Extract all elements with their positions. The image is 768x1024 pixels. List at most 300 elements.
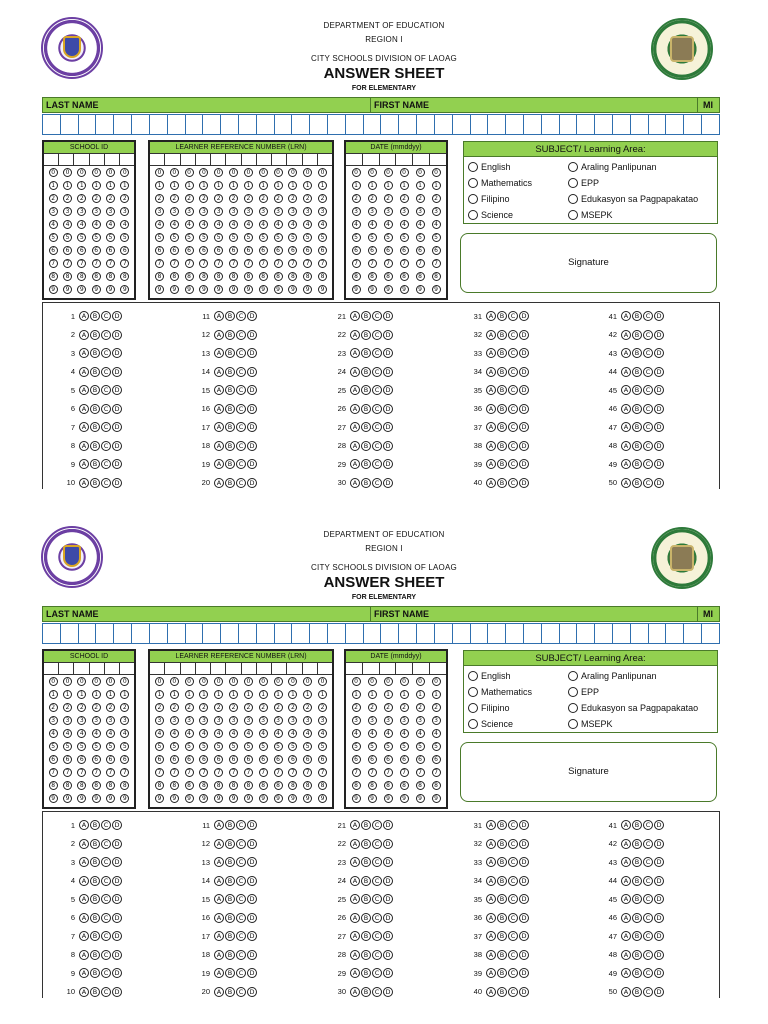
date-digit-bubble[interactable]: 1: [416, 181, 425, 190]
lrn-digit-cell[interactable]: [257, 154, 272, 165]
date-digit-bubble[interactable]: 5: [400, 742, 409, 751]
lrn-digit-bubble[interactable]: 0: [199, 168, 208, 177]
answer-bubble[interactable]: C: [236, 839, 246, 849]
name-letter-cell[interactable]: [203, 624, 221, 643]
lrn-digit-bubble[interactable]: 5: [185, 233, 194, 242]
answer-bubble[interactable]: D: [383, 459, 393, 469]
school_id-digit-bubble[interactable]: 0: [92, 168, 101, 177]
subject-option[interactable]: [468, 669, 568, 682]
name-letter-cell[interactable]: [453, 115, 471, 134]
answer-bubble[interactable]: B: [497, 459, 507, 469]
lrn-digit-bubble[interactable]: 7: [155, 768, 164, 777]
name-letter-cell[interactable]: [150, 115, 168, 134]
answer-bubble[interactable]: D: [247, 913, 257, 923]
date-digit-bubble[interactable]: 6: [368, 246, 377, 255]
name-letter-cell[interactable]: [132, 115, 150, 134]
answer-bubble[interactable]: A: [486, 839, 496, 849]
answer-bubble[interactable]: A: [350, 367, 360, 377]
lrn-digit-bubble[interactable]: 0: [229, 168, 238, 177]
answer-bubble[interactable]: C: [101, 987, 111, 997]
date-digit-bubble[interactable]: 3: [368, 207, 377, 216]
lrn-digit-bubble[interactable]: 8: [185, 272, 194, 281]
name-letter-cell[interactable]: [310, 115, 328, 134]
answer-bubble[interactable]: B: [361, 422, 371, 432]
answer-bubble[interactable]: A: [350, 385, 360, 395]
radio-circle-icon[interactable]: [568, 719, 578, 729]
lrn-digit-bubble[interactable]: 1: [303, 181, 312, 190]
subject-option[interactable]: [468, 160, 568, 173]
answer-bubble[interactable]: A: [79, 931, 89, 941]
lrn-digit-cell[interactable]: [303, 154, 318, 165]
name-letter-cell[interactable]: [346, 115, 364, 134]
answer-bubble[interactable]: D: [112, 478, 122, 488]
lrn-digit-bubble[interactable]: 8: [155, 272, 164, 281]
lrn-digit-bubble[interactable]: 3: [274, 207, 283, 216]
name-letter-cell[interactable]: [43, 624, 61, 643]
answer-bubble[interactable]: C: [508, 876, 518, 886]
answer-bubble[interactable]: B: [632, 478, 642, 488]
answer-bubble[interactable]: A: [214, 913, 224, 923]
answer-bubble[interactable]: B: [90, 348, 100, 358]
school_id-digit-bubble[interactable]: 6: [49, 246, 58, 255]
answer-bubble[interactable]: B: [632, 894, 642, 904]
answer-bubble[interactable]: D: [112, 987, 122, 997]
name-letter-cell[interactable]: [186, 624, 204, 643]
date-digit-bubble[interactable]: 8: [384, 272, 393, 281]
date-digit-bubble[interactable]: 2: [432, 194, 441, 203]
answer-bubble[interactable]: C: [236, 876, 246, 886]
answer-bubble[interactable]: A: [621, 422, 631, 432]
answer-bubble[interactable]: B: [632, 968, 642, 978]
date-digit-bubble[interactable]: 2: [416, 703, 425, 712]
lrn-digit-cell[interactable]: [226, 154, 241, 165]
name-letter-cell[interactable]: [328, 624, 346, 643]
answer-bubble[interactable]: D: [247, 404, 257, 414]
lrn-digit-bubble[interactable]: 9: [214, 794, 223, 803]
lrn-digit-bubble[interactable]: 5: [229, 233, 238, 242]
lrn-digit-cell[interactable]: [211, 663, 226, 674]
lrn-digit-bubble[interactable]: 3: [274, 716, 283, 725]
lrn-digit-bubble[interactable]: 0: [155, 168, 164, 177]
answer-bubble[interactable]: D: [654, 968, 664, 978]
date-digit-bubble[interactable]: 0: [416, 677, 425, 686]
answer-bubble[interactable]: C: [372, 459, 382, 469]
school_id-digit-bubble[interactable]: 7: [92, 768, 101, 777]
answer-bubble[interactable]: C: [508, 441, 518, 451]
answer-bubble[interactable]: D: [112, 839, 122, 849]
date-digit-bubble[interactable]: 5: [368, 742, 377, 751]
date-digit-bubble[interactable]: 1: [432, 690, 441, 699]
answer-bubble[interactable]: C: [643, 404, 653, 414]
answer-bubble[interactable]: C: [236, 987, 246, 997]
date-digit-bubble[interactable]: 9: [400, 285, 409, 294]
lrn-digit-bubble[interactable]: 3: [288, 207, 297, 216]
date-digit-bubble[interactable]: 2: [400, 703, 409, 712]
date-digit-bubble[interactable]: 3: [384, 207, 393, 216]
date-digit-cell[interactable]: [396, 154, 413, 165]
answer-bubble[interactable]: B: [632, 441, 642, 451]
answer-bubble[interactable]: A: [214, 330, 224, 340]
date-digit-bubble[interactable]: 6: [352, 246, 361, 255]
school_id-digit-bubble[interactable]: 9: [120, 285, 129, 294]
school_id-digit-bubble[interactable]: 7: [63, 259, 72, 268]
answer-bubble[interactable]: C: [508, 348, 518, 358]
lrn-digit-bubble[interactable]: 7: [244, 768, 253, 777]
lrn-digit-bubble[interactable]: 2: [199, 703, 208, 712]
answer-bubble[interactable]: B: [361, 857, 371, 867]
date-digit-bubble[interactable]: 6: [432, 246, 441, 255]
date-digit-bubble[interactable]: 4: [368, 729, 377, 738]
lrn-digit-bubble[interactable]: 5: [155, 742, 164, 751]
answer-bubble[interactable]: D: [519, 894, 529, 904]
answer-bubble[interactable]: D: [654, 820, 664, 830]
lrn-digit-bubble[interactable]: 1: [244, 690, 253, 699]
answer-bubble[interactable]: D: [247, 839, 257, 849]
answer-bubble[interactable]: A: [79, 459, 89, 469]
date-digit-bubble[interactable]: 0: [368, 168, 377, 177]
date-digit-bubble[interactable]: 2: [352, 703, 361, 712]
school_id-digit-bubble[interactable]: 5: [92, 742, 101, 751]
name-letter-cell[interactable]: [186, 115, 204, 134]
answer-bubble[interactable]: D: [112, 330, 122, 340]
lrn-digit-cell[interactable]: [150, 154, 165, 165]
date-digit-bubble[interactable]: 2: [352, 194, 361, 203]
answer-bubble[interactable]: D: [383, 330, 393, 340]
answer-bubble[interactable]: A: [79, 348, 89, 358]
answer-bubble[interactable]: A: [214, 385, 224, 395]
name-letter-cell[interactable]: [488, 624, 506, 643]
school_id-digit-bubble[interactable]: 6: [92, 755, 101, 764]
lrn-digit-bubble[interactable]: 5: [274, 233, 283, 242]
school_id-digit-bubble[interactable]: 0: [106, 168, 115, 177]
date-digit-bubble[interactable]: 8: [352, 781, 361, 790]
answer-bubble[interactable]: B: [90, 422, 100, 432]
date-digit-bubble[interactable]: 6: [384, 246, 393, 255]
school_id-digit-bubble[interactable]: 7: [92, 259, 101, 268]
lrn-digit-bubble[interactable]: 1: [259, 181, 268, 190]
school_id-digit-bubble[interactable]: 8: [92, 272, 101, 281]
answer-bubble[interactable]: A: [214, 987, 224, 997]
date-digit-bubble[interactable]: 7: [432, 768, 441, 777]
answer-bubble[interactable]: C: [643, 441, 653, 451]
school_id-digit-bubble[interactable]: 0: [49, 168, 58, 177]
school_id-digit-bubble[interactable]: 3: [49, 207, 58, 216]
answer-bubble[interactable]: C: [372, 931, 382, 941]
answer-bubble[interactable]: B: [361, 950, 371, 960]
answer-bubble[interactable]: B: [361, 311, 371, 321]
answer-bubble[interactable]: C: [508, 385, 518, 395]
school_id-digit-bubble[interactable]: 5: [77, 742, 86, 751]
lrn-digit-bubble[interactable]: 9: [259, 285, 268, 294]
answer-bubble[interactable]: B: [225, 330, 235, 340]
lrn-digit-bubble[interactable]: 4: [229, 729, 238, 738]
answer-bubble[interactable]: B: [225, 478, 235, 488]
lrn-digit-bubble[interactable]: 3: [303, 207, 312, 216]
lrn-digit-bubble[interactable]: 0: [318, 168, 327, 177]
answer-bubble[interactable]: A: [486, 348, 496, 358]
answer-bubble[interactable]: C: [372, 478, 382, 488]
answer-bubble[interactable]: D: [519, 876, 529, 886]
answer-bubble[interactable]: B: [225, 894, 235, 904]
lrn-digit-bubble[interactable]: 6: [244, 755, 253, 764]
lrn-digit-bubble[interactable]: 5: [259, 742, 268, 751]
date-digit-bubble[interactable]: 8: [352, 272, 361, 281]
lrn-digit-bubble[interactable]: 9: [303, 794, 312, 803]
school_id-digit-bubble[interactable]: 2: [77, 703, 86, 712]
answer-bubble[interactable]: D: [654, 950, 664, 960]
answer-bubble[interactable]: D: [519, 441, 529, 451]
lrn-digit-bubble[interactable]: 1: [170, 690, 179, 699]
name-letter-cell[interactable]: [114, 624, 132, 643]
lrn-digit-cell[interactable]: [196, 154, 211, 165]
lrn-digit-bubble[interactable]: 9: [274, 794, 283, 803]
answer-bubble[interactable]: D: [383, 968, 393, 978]
answer-bubble[interactable]: C: [236, 894, 246, 904]
answer-bubble[interactable]: A: [621, 348, 631, 358]
answer-bubble[interactable]: B: [632, 311, 642, 321]
lrn-digit-bubble[interactable]: 6: [185, 246, 194, 255]
lrn-digit-bubble[interactable]: 9: [229, 285, 238, 294]
answer-bubble[interactable]: C: [101, 931, 111, 941]
lrn-digit-bubble[interactable]: 0: [214, 168, 223, 177]
answer-bubble[interactable]: A: [486, 913, 496, 923]
lrn-digit-bubble[interactable]: 2: [274, 194, 283, 203]
lrn-digit-bubble[interactable]: 6: [185, 755, 194, 764]
date-digit-bubble[interactable]: 4: [400, 220, 409, 229]
subject-option[interactable]: [468, 208, 568, 221]
lrn-digit-bubble[interactable]: 6: [214, 246, 223, 255]
date-digit-bubble[interactable]: 1: [400, 181, 409, 190]
date-digit-bubble[interactable]: 2: [368, 703, 377, 712]
answer-bubble[interactable]: D: [383, 820, 393, 830]
answer-bubble[interactable]: A: [79, 839, 89, 849]
school_id-digit-bubble[interactable]: 0: [106, 677, 115, 686]
lrn-digit-cell[interactable]: [150, 663, 165, 674]
lrn-digit-cell[interactable]: [318, 663, 332, 674]
radio-circle-icon[interactable]: [568, 162, 578, 172]
answer-bubble[interactable]: A: [621, 367, 631, 377]
answer-bubble[interactable]: A: [621, 913, 631, 923]
date-digit-bubble[interactable]: 5: [416, 233, 425, 242]
answer-bubble[interactable]: A: [621, 894, 631, 904]
date-digit-bubble[interactable]: 0: [400, 677, 409, 686]
answer-bubble[interactable]: D: [112, 931, 122, 941]
answer-bubble[interactable]: D: [383, 422, 393, 432]
answer-bubble[interactable]: B: [90, 968, 100, 978]
answer-bubble[interactable]: B: [632, 839, 642, 849]
school_id-digit-bubble[interactable]: 8: [120, 272, 129, 281]
answer-bubble[interactable]: C: [236, 950, 246, 960]
lrn-digit-bubble[interactable]: 9: [214, 285, 223, 294]
date-digit-cell[interactable]: [413, 154, 430, 165]
lrn-digit-bubble[interactable]: 9: [244, 285, 253, 294]
lrn-digit-bubble[interactable]: 1: [185, 690, 194, 699]
school_id-digit-bubble[interactable]: 6: [77, 246, 86, 255]
answer-bubble[interactable]: C: [101, 367, 111, 377]
lrn-digit-cell[interactable]: [181, 154, 196, 165]
answer-bubble[interactable]: D: [654, 367, 664, 377]
name-letter-cell[interactable]: [453, 624, 471, 643]
answer-bubble[interactable]: C: [236, 330, 246, 340]
answer-bubble[interactable]: B: [497, 404, 507, 414]
date-digit-bubble[interactable]: 6: [368, 755, 377, 764]
lrn-digit-bubble[interactable]: 7: [288, 768, 297, 777]
lrn-digit-bubble[interactable]: 6: [259, 246, 268, 255]
lrn-digit-bubble[interactable]: 1: [318, 181, 327, 190]
answer-bubble[interactable]: A: [486, 968, 496, 978]
answer-bubble[interactable]: B: [90, 931, 100, 941]
answer-bubble[interactable]: D: [519, 950, 529, 960]
lrn-digit-bubble[interactable]: 5: [214, 233, 223, 242]
name-letter-cell[interactable]: [257, 115, 275, 134]
school_id-digit-bubble[interactable]: 6: [106, 755, 115, 764]
lrn-digit-bubble[interactable]: 6: [303, 246, 312, 255]
answer-bubble[interactable]: A: [214, 348, 224, 358]
lrn-digit-bubble[interactable]: 8: [288, 272, 297, 281]
answer-bubble[interactable]: D: [383, 367, 393, 377]
lrn-digit-bubble[interactable]: 0: [318, 677, 327, 686]
name-letter-cell[interactable]: [506, 115, 524, 134]
lrn-digit-bubble[interactable]: 1: [318, 690, 327, 699]
answer-bubble[interactable]: C: [643, 857, 653, 867]
answer-bubble[interactable]: B: [361, 404, 371, 414]
lrn-digit-bubble[interactable]: 3: [185, 716, 194, 725]
lrn-digit-bubble[interactable]: 3: [244, 716, 253, 725]
lrn-digit-bubble[interactable]: 1: [259, 690, 268, 699]
answer-bubble[interactable]: D: [654, 422, 664, 432]
school_id-digit-bubble[interactable]: 3: [49, 716, 58, 725]
lrn-digit-bubble[interactable]: 0: [155, 677, 164, 686]
answer-bubble[interactable]: B: [361, 839, 371, 849]
school_id-digit-bubble[interactable]: 5: [49, 233, 58, 242]
date-digit-bubble[interactable]: 5: [384, 233, 393, 242]
date-digit-bubble[interactable]: 1: [384, 690, 393, 699]
answer-bubble[interactable]: D: [247, 894, 257, 904]
answer-bubble[interactable]: B: [361, 459, 371, 469]
school_id-digit-cell[interactable]: [90, 663, 105, 674]
lrn-digit-bubble[interactable]: 0: [259, 168, 268, 177]
lrn-digit-bubble[interactable]: 7: [214, 259, 223, 268]
answer-bubble[interactable]: D: [383, 839, 393, 849]
lrn-digit-bubble[interactable]: 1: [199, 181, 208, 190]
lrn-digit-bubble[interactable]: 5: [288, 742, 297, 751]
school_id-digit-cell[interactable]: [59, 154, 74, 165]
date-digit-bubble[interactable]: 9: [352, 285, 361, 294]
answer-bubble[interactable]: D: [654, 987, 664, 997]
date-grid[interactable]: [344, 649, 448, 809]
answer-bubble[interactable]: C: [101, 857, 111, 867]
date-digit-bubble[interactable]: 0: [416, 168, 425, 177]
lrn-digit-bubble[interactable]: 8: [288, 781, 297, 790]
answer-bubble[interactable]: C: [372, 968, 382, 978]
school_id-digit-bubble[interactable]: 4: [106, 729, 115, 738]
lrn-digit-bubble[interactable]: 0: [244, 677, 253, 686]
school_id-digit-bubble[interactable]: 6: [120, 246, 129, 255]
lrn-digit-bubble[interactable]: 7: [199, 259, 208, 268]
answer-bubble[interactable]: D: [247, 330, 257, 340]
subject-option[interactable]: [568, 701, 718, 714]
date-digit-bubble[interactable]: 6: [400, 246, 409, 255]
answer-bubble[interactable]: B: [90, 876, 100, 886]
name-letter-cell[interactable]: [595, 115, 613, 134]
school_id-digit-bubble[interactable]: 7: [77, 768, 86, 777]
lrn-digit-bubble[interactable]: 9: [170, 285, 179, 294]
answer-bubble[interactable]: D: [519, 857, 529, 867]
lrn-digit-bubble[interactable]: 6: [170, 755, 179, 764]
date-digit-bubble[interactable]: 2: [384, 703, 393, 712]
answer-bubble[interactable]: D: [112, 367, 122, 377]
lrn-digit-bubble[interactable]: 6: [214, 755, 223, 764]
answer-bubble[interactable]: D: [519, 311, 529, 321]
lrn-digit-bubble[interactable]: 9: [318, 794, 327, 803]
answer-bubble[interactable]: C: [236, 857, 246, 867]
answer-bubble[interactable]: C: [372, 422, 382, 432]
school_id-digit-bubble[interactable]: 5: [77, 233, 86, 242]
answer-bubble[interactable]: D: [247, 968, 257, 978]
answer-bubble[interactable]: C: [372, 441, 382, 451]
name-letter-cell[interactable]: [168, 115, 186, 134]
lrn-digit-bubble[interactable]: 4: [288, 729, 297, 738]
answer-bubble[interactable]: A: [79, 441, 89, 451]
school_id-digit-bubble[interactable]: 7: [120, 768, 129, 777]
answer-bubble[interactable]: B: [497, 820, 507, 830]
date-digit-bubble[interactable]: 9: [384, 794, 393, 803]
lrn-digit-bubble[interactable]: 3: [170, 207, 179, 216]
answer-bubble[interactable]: C: [643, 348, 653, 358]
answer-bubble[interactable]: A: [350, 422, 360, 432]
answer-bubble[interactable]: A: [79, 385, 89, 395]
answer-bubble[interactable]: A: [79, 876, 89, 886]
answer-bubble[interactable]: C: [372, 950, 382, 960]
lrn-digit-bubble[interactable]: 5: [170, 742, 179, 751]
answer-bubble[interactable]: B: [90, 839, 100, 849]
answer-bubble[interactable]: B: [361, 385, 371, 395]
answer-bubble[interactable]: C: [372, 857, 382, 867]
answer-bubble[interactable]: D: [519, 931, 529, 941]
lrn-digit-bubble[interactable]: 7: [259, 768, 268, 777]
answer-bubble[interactable]: B: [361, 987, 371, 997]
lrn-digit-bubble[interactable]: 5: [199, 233, 208, 242]
lrn-digit-bubble[interactable]: 1: [288, 181, 297, 190]
lrn-digit-bubble[interactable]: 4: [214, 729, 223, 738]
lrn-digit-bubble[interactable]: 9: [318, 285, 327, 294]
lrn-digit-bubble[interactable]: 6: [199, 246, 208, 255]
school_id-digit-bubble[interactable]: 4: [92, 220, 101, 229]
answer-bubble[interactable]: C: [101, 422, 111, 432]
answer-bubble[interactable]: A: [79, 894, 89, 904]
answer-bubble[interactable]: D: [654, 404, 664, 414]
lrn-digit-bubble[interactable]: 5: [185, 742, 194, 751]
name-letter-cell[interactable]: [560, 624, 578, 643]
answer-bubble[interactable]: B: [225, 404, 235, 414]
lrn-digit-bubble[interactable]: 1: [229, 181, 238, 190]
radio-circle-icon[interactable]: [468, 210, 478, 220]
date-digit-bubble[interactable]: 3: [432, 207, 441, 216]
date-digit-bubble[interactable]: 2: [400, 194, 409, 203]
date-digit-bubble[interactable]: 1: [368, 690, 377, 699]
answer-bubble[interactable]: A: [350, 931, 360, 941]
school_id-digit-bubble[interactable]: 3: [106, 716, 115, 725]
lrn-digit-bubble[interactable]: 5: [155, 233, 164, 242]
answer-bubble[interactable]: B: [225, 348, 235, 358]
answer-bubble[interactable]: A: [486, 987, 496, 997]
answer-bubble[interactable]: A: [621, 950, 631, 960]
answer-bubble[interactable]: C: [101, 950, 111, 960]
school_id-digit-bubble[interactable]: 2: [106, 703, 115, 712]
answer-bubble[interactable]: C: [236, 367, 246, 377]
answer-bubble[interactable]: D: [654, 348, 664, 358]
lrn-digit-bubble[interactable]: 8: [199, 781, 208, 790]
